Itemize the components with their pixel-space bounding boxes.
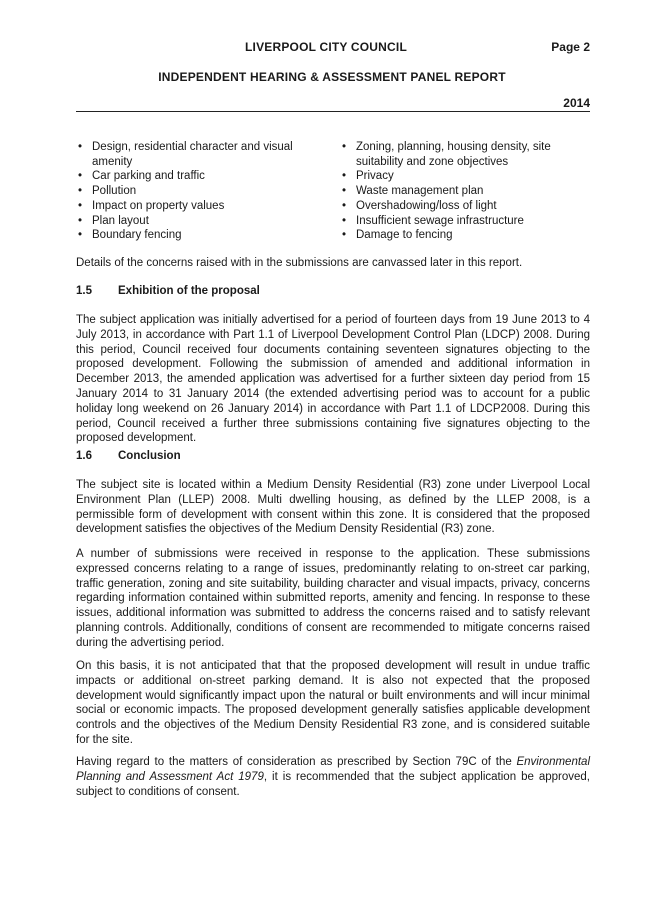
council-name: LIVERPOOL CITY COUNCIL (245, 40, 407, 54)
report-title: INDEPENDENT HEARING & ASSESSMENT PANEL REPORT (158, 70, 506, 84)
report-year: 2014 (563, 96, 590, 110)
bullet-icon: • (78, 214, 83, 227)
bullet-icon: • (342, 214, 347, 227)
section-title: Exhibition of the proposal (118, 285, 260, 297)
bullet-icon: • (78, 141, 83, 153)
concern-item: • Plan layout (78, 214, 149, 227)
concern-item: • Pollution (78, 185, 137, 198)
exhibition-paragraph: The subject application was initially advertised for a period of fourteen days from 19 June 2013 to 4 July 2013, in accordance with Part 1.1 of Liverpool Development Control Plan (LDCP) 2008. During this period, Council received four documents containing seventeen signatures objecting to the proposed development. Following the submission of amended and additional information in December 2013, the amended application was advertised for a further sixteen day period from 15 January 2014 to 31 January 2014 (the extended advertising period was to account for a public holiday long weekend on 26 January 2014) in accordance with Part 1.1 of LDCP2008. During this period, Council received a further three submissions containing five signatures objecting to the proposed development. (76, 314, 590, 445)
concern-item: • Overshadowing/loss of light (342, 199, 497, 212)
bullet-icon: • (342, 199, 347, 212)
bullet-icon: • (78, 229, 83, 242)
concern-item: • Damage to fencing (342, 229, 453, 242)
concerns-left-column (76, 140, 326, 243)
concern-item: • Design, residential character and visual amenity (78, 141, 293, 168)
conclusion-paragraph-4: Having regard to the matters of consideration as prescribed by Section 79C of the Environmental Planning and Assessment Act 1979, it is recommended that the subject application be approved, subject to conditions of consent. (76, 756, 590, 798)
concern-item: • Zoning, planning, housing density, site suitability and zone objectives (342, 141, 551, 168)
section-heading-conclusion (76, 450, 181, 462)
conclusion-paragraph-2: A number of submissions were received in response to the application. These submissions expressed concerns relating to a range of issues, predominantly relating to on-street car parking, traffic generation, zoning and site suitability, building character and visual impacts, privacy, concerns regarding information contained within submitted reports, amenity and fencing. In response to these issues, additional information was submitted to address the concerns raised and to satisfy relevant planning controls. Additionally, conditions of consent are recommended to mitigate concerns raised during the advertising period. (76, 548, 590, 649)
concerns-details-text: Details of the concerns raised with in the submissions are canvassed later in this report. (76, 257, 523, 269)
conclusion-paragraph-3: On this basis, it is not anticipated that that the proposed development will result in undue traffic impacts or additional on-street parking demand. It is also not expected that the proposed development would significantly impact upon the natural or built environments and will incur minimal social or economic impacts. The proposed development generally satisfies applicable development controls and the objectives of the Medium Density Residential R3 zone, and is considered suitable for the site. (76, 660, 590, 746)
section-heading-exhibition (76, 285, 260, 297)
bullet-icon: • (342, 141, 347, 153)
concern-item: • Car parking and traffic (78, 170, 205, 183)
page-number: Page 2 (551, 40, 590, 54)
conclusion-paragraph-1: The subject site is located within a Medium Density Residential (R3) zone under Liverpool Local Environment Plan (LLEP) 2008. Multi dwelling housing, as defined by the LLEP 2008, is a permissible form of development with consent within this zone. It is considered that the proposed development satisfies the objectives of the Medium Density Residential (R3) zone. (76, 479, 590, 536)
section-title: Conclusion (118, 450, 181, 462)
header-divider (76, 111, 590, 112)
concern-item: • Insufficient sewage infrastructure (342, 214, 524, 227)
act-title: Environmental Planning and Assessment Act 1979 (76, 756, 590, 783)
concerns-right-column (340, 140, 590, 243)
section-number: 1.5 (76, 285, 92, 297)
section-number: 1.6 (76, 450, 92, 462)
bullet-icon: • (78, 185, 83, 198)
bullet-icon: • (342, 185, 347, 198)
bullet-icon: • (78, 199, 83, 212)
concern-item: • Privacy (342, 170, 394, 183)
bullet-icon: • (342, 170, 347, 183)
concern-item: • Waste management plan (342, 185, 484, 198)
concern-item: • Boundary fencing (78, 229, 182, 242)
bullet-icon: • (342, 229, 347, 242)
concern-item: • Impact on property values (78, 199, 225, 212)
bullet-icon: • (78, 170, 83, 183)
